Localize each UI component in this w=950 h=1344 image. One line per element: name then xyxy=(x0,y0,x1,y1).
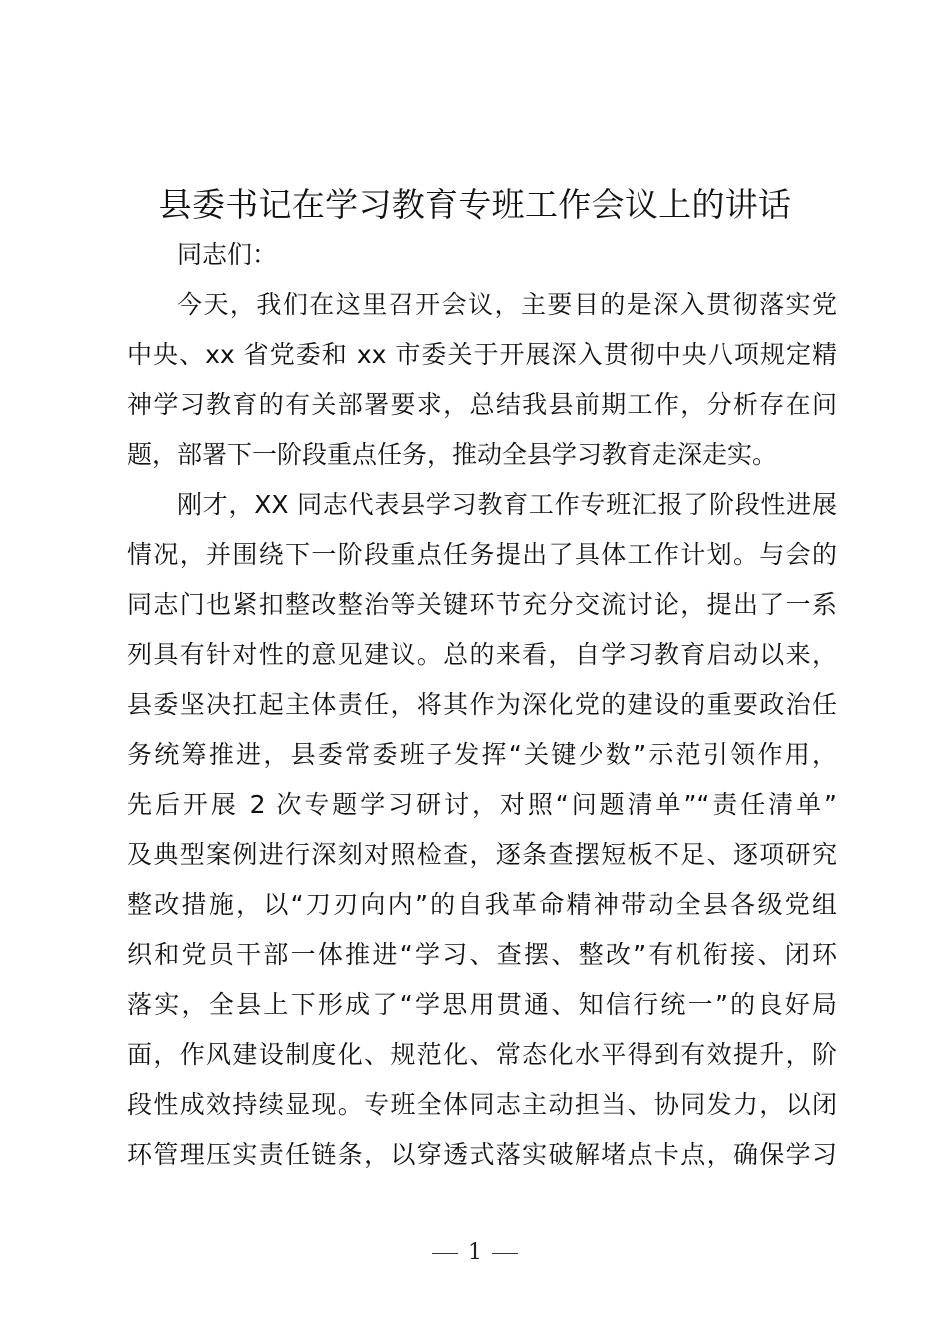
paragraph-2-line-9: 整改措施，以“刀刃向内”的自我革命精神带动全县各级党组 xyxy=(127,890,837,919)
paragraph-2-line-7: 先后开展 2 次专题学习研讨，对照“问题清单”“责任清单” xyxy=(127,790,837,819)
paragraph-1-line-2: 中央、xx 省党委和 xx 市委关于开展深入贯彻中央八项规定精 xyxy=(127,340,837,369)
paragraph-2-line-10: 织和党员干部一体推进“学习、查摆、整改”有机衔接、闭环 xyxy=(127,940,837,969)
paragraph-2-line-5: 县委坚决扛起主体责任，将其作为深化党的建设的重要政治任 xyxy=(127,690,837,719)
paragraph-2-line-3: 同志门也紧扣整改整治等关键环节充分交流讨论，提出了一系 xyxy=(127,590,837,619)
paragraph-2-line-6: 务统筹推进，县委常委班子发挥“关键少数”示范引领作用， xyxy=(127,740,837,769)
paragraph-2-line-1: 刚才，XX 同志代表县学习教育工作专班汇报了阶段性进展 xyxy=(177,490,837,519)
paragraph-1-line-1: 今天，我们在这里召开会议，主要目的是深入贯彻落实党 xyxy=(177,290,837,319)
paragraph-2-line-4: 列具有针对性的意见建议。总的来看，自学习教育启动以来， xyxy=(127,640,837,669)
footer-dash-right xyxy=(492,1253,518,1254)
paragraph-2-line-13: 段性成效持续显现。专班全体同志主动担当、协同发力，以闭 xyxy=(127,1090,837,1119)
paragraph-2-line-8: 及典型案例进行深刻对照检查，逐条查摆短板不足、逐项研究 xyxy=(127,840,837,869)
paragraph-1-line-4: 题，部署下一阶段重点任务，推动全县学习教育走深走实。 xyxy=(127,440,778,469)
page-number: 1 xyxy=(468,1240,482,1265)
footer-dash-left xyxy=(432,1253,458,1254)
document-title: 县委书记在学习教育专班工作会议上的讲话 xyxy=(158,185,792,224)
salutation: 同志们： xyxy=(177,240,278,269)
paragraph-2-line-12: 面，作风建设制度化、规范化、常态化水平得到有效提升，阶 xyxy=(127,1040,837,1069)
paragraph-2-line-11: 落实，全县上下形成了“学思用贯通、知信行统一”的良好局 xyxy=(127,990,837,1019)
paragraph-2-line-14: 环管理压实责任链条，以穿透式落实破解堵点卡点，确保学习 xyxy=(127,1140,837,1169)
page-footer xyxy=(0,1238,950,1268)
paragraph-2-line-2: 情况，并围绕下一阶段重点任务提出了具体工作计划。与会的 xyxy=(127,540,837,569)
paragraph-1-line-3: 神学习教育的有关部署要求，总结我县前期工作，分析存在问 xyxy=(127,390,837,419)
